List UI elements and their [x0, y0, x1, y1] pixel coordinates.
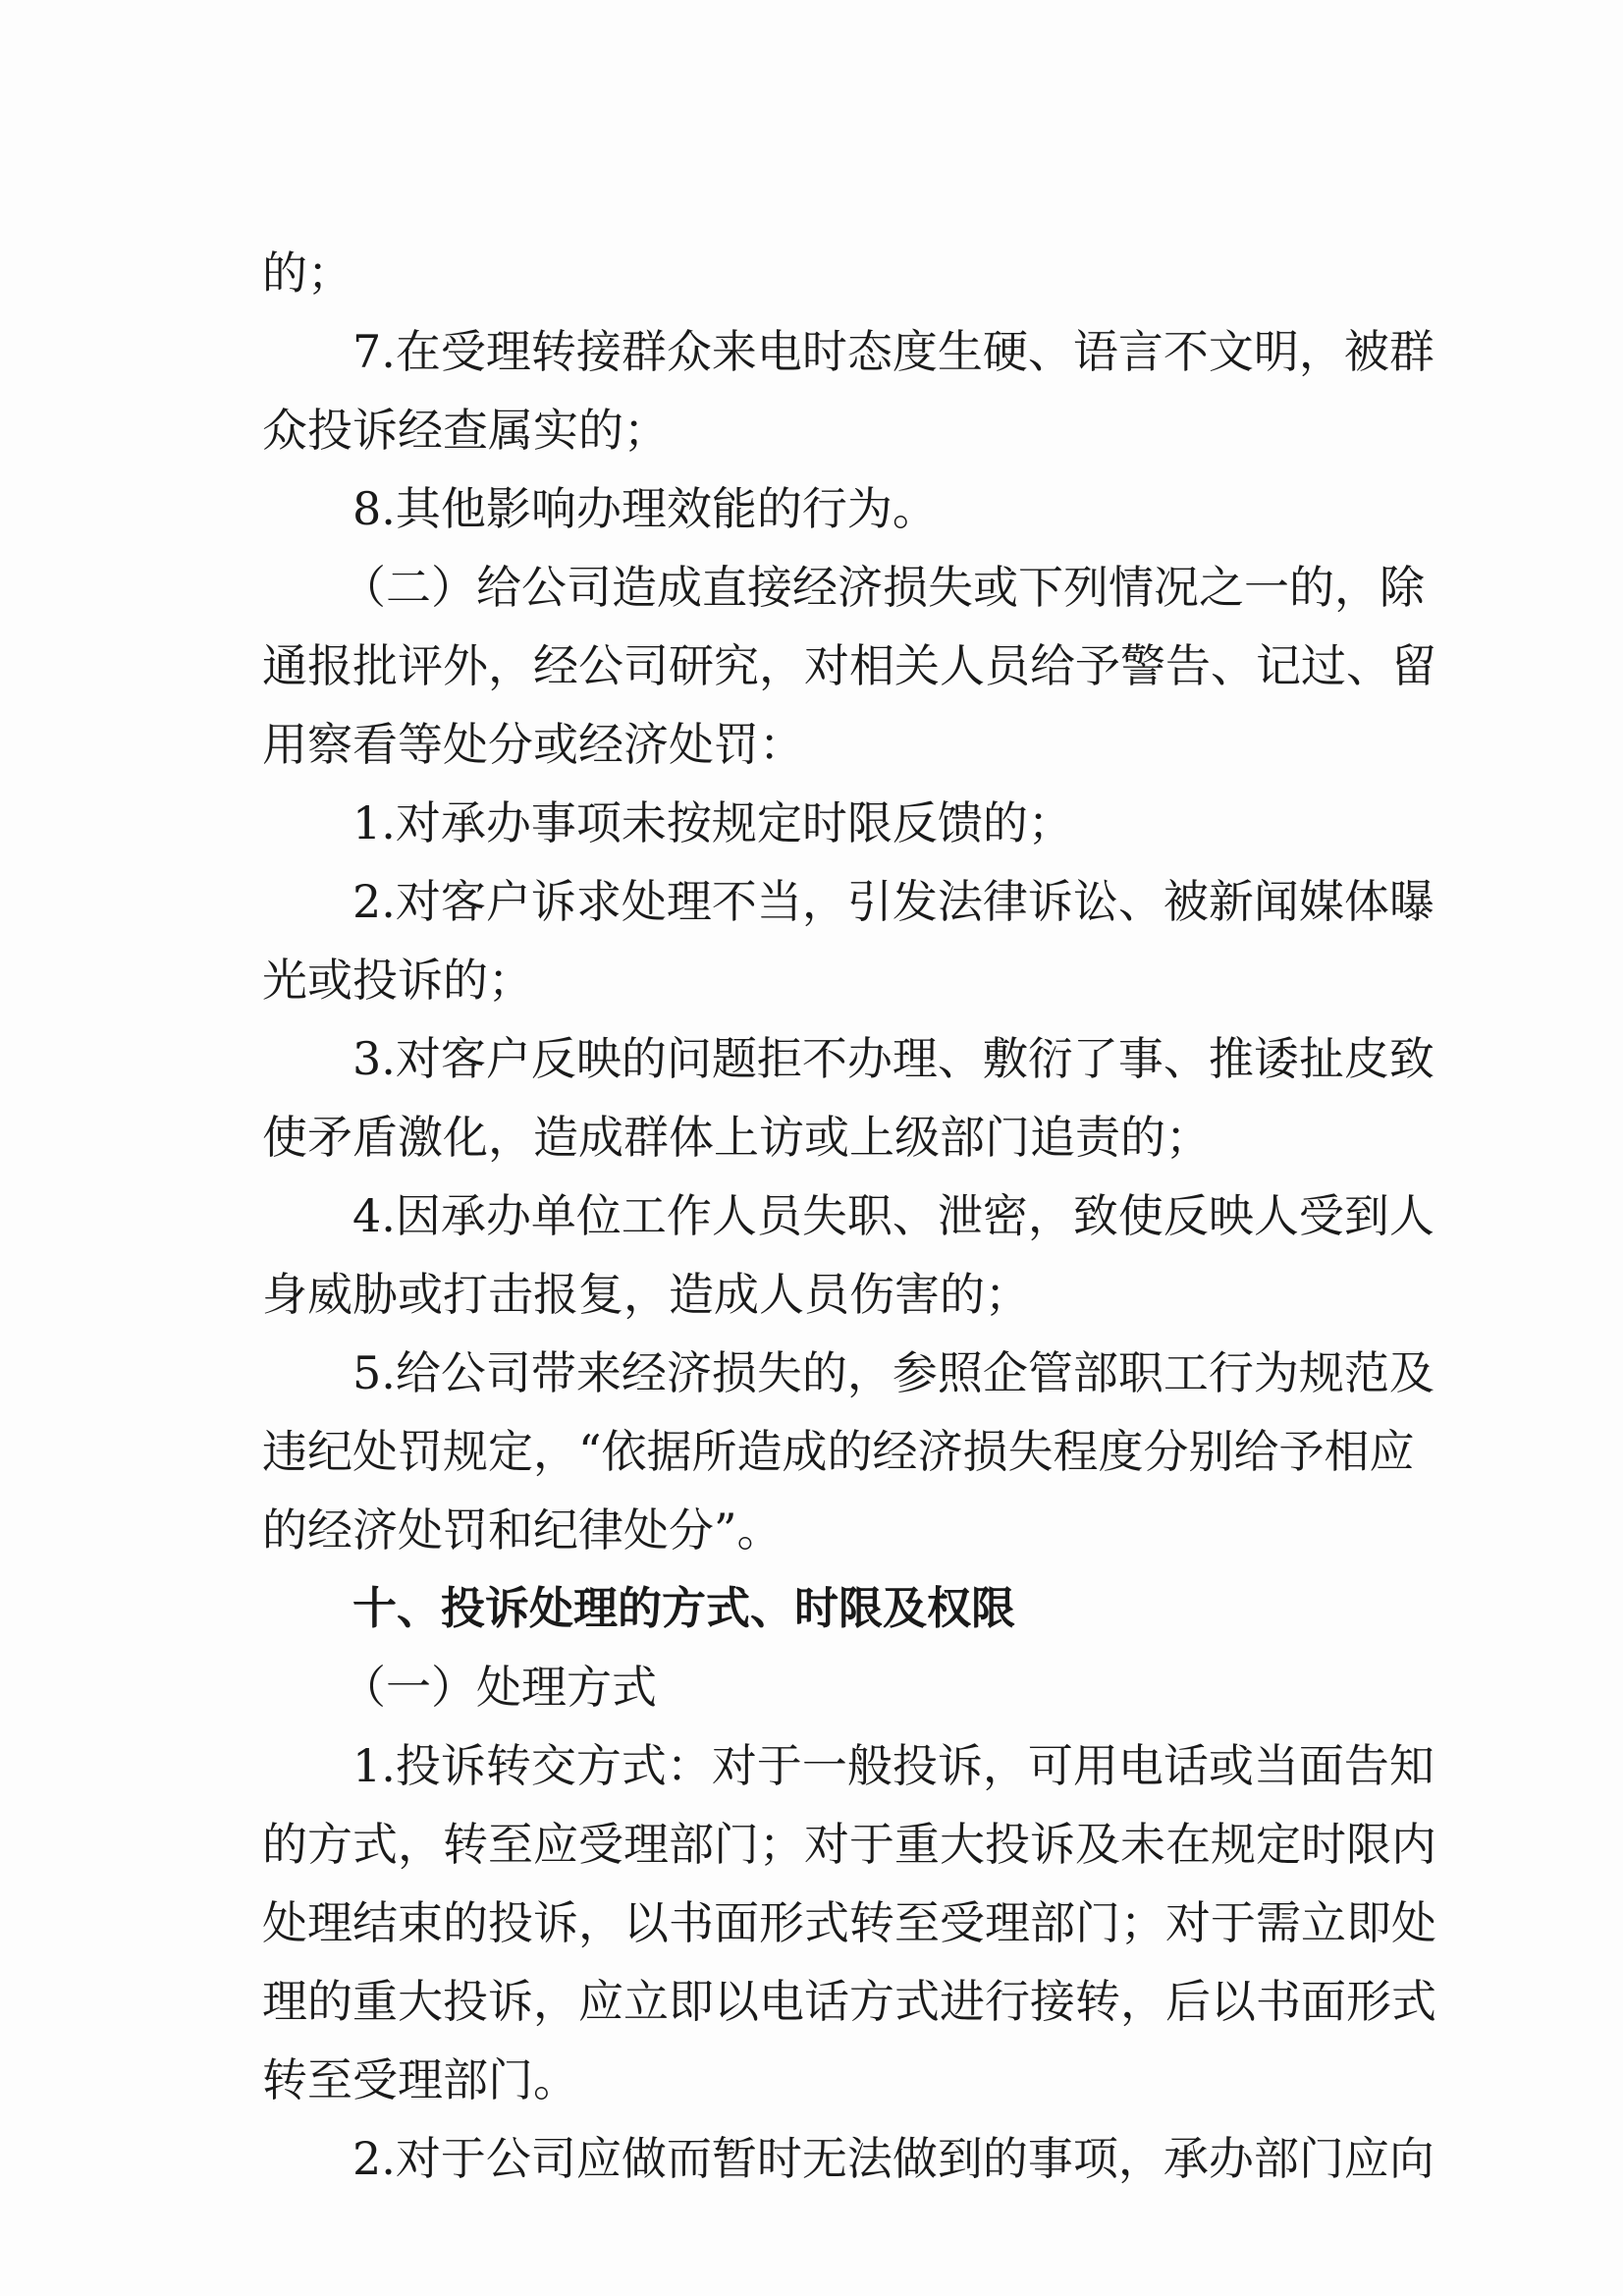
text-line: 2.对于公司应做而暂时无法做到的事项，承办部门应向	[352, 2132, 1434, 2185]
text-line: 4.因承办单位工作人员失职、泄密，致使反映人受到人	[352, 1189, 1434, 1242]
text-line: 的方式，转至应受理部门；对于重大投诉及未在规定时限内	[262, 1818, 1436, 1871]
section-heading: 十、投诉处理的方式、时限及权限	[352, 1582, 1016, 1634]
text-line: 用察看等处分或经济处罚：	[262, 718, 804, 771]
text-line: 转至受理部门。	[262, 2053, 578, 2106]
text-line: 7.在受理转接群众来电时态度生硬、语言不文明，被群	[352, 325, 1434, 378]
text-line: 违纪处罚规定，“依据所造成的经济损失程度分别给予相应	[262, 1425, 1415, 1478]
document-body	[262, 234, 1436, 2198]
text-line: 使矛盾激化，造成群体上访或上级部门追责的；	[262, 1111, 1211, 1164]
text-line: 的；	[262, 246, 352, 300]
text-line: 1.对承办事项未按规定时限反馈的；	[352, 796, 1073, 849]
text-line: （二）给公司造成直接经济损失或下列情况之一的，除	[341, 561, 1425, 614]
text-line: 众投诉经查属实的；	[262, 404, 669, 457]
text-line: 2.对客户诉求处理不当，引发法律诉讼、被新闻媒体曝	[352, 875, 1434, 928]
text-line: 身威胁或打击报复，造成人员伤害的；	[262, 1268, 1030, 1321]
text-line: 3.对客户反映的问题拒不办理、敷衍了事、推诿扯皮致	[352, 1032, 1434, 1085]
text-line: 1.投诉转交方式：对于一般投诉，可用电话或当面告知	[352, 1739, 1434, 1792]
text-line: 5.给公司带来经济损失的，参照企管部职工行为规范及	[352, 1346, 1434, 1399]
text-line: 8.其他影响办理效能的行为。	[352, 482, 938, 535]
text-line: 处理结束的投诉，以书面形式转至受理部门；对于需立即处	[262, 1896, 1436, 1949]
text-line: 的经济处罚和纪律处分”。	[262, 1503, 783, 1557]
subsection-heading: （一）处理方式	[341, 1661, 657, 1714]
text-line: 理的重大投诉，应立即以电话方式进行接转，后以书面形式	[262, 1975, 1436, 2028]
text-line: 光或投诉的；	[262, 954, 533, 1007]
text-line: 通报批评外，经公司研究，对相关人员给予警告、记过、留	[262, 639, 1436, 692]
